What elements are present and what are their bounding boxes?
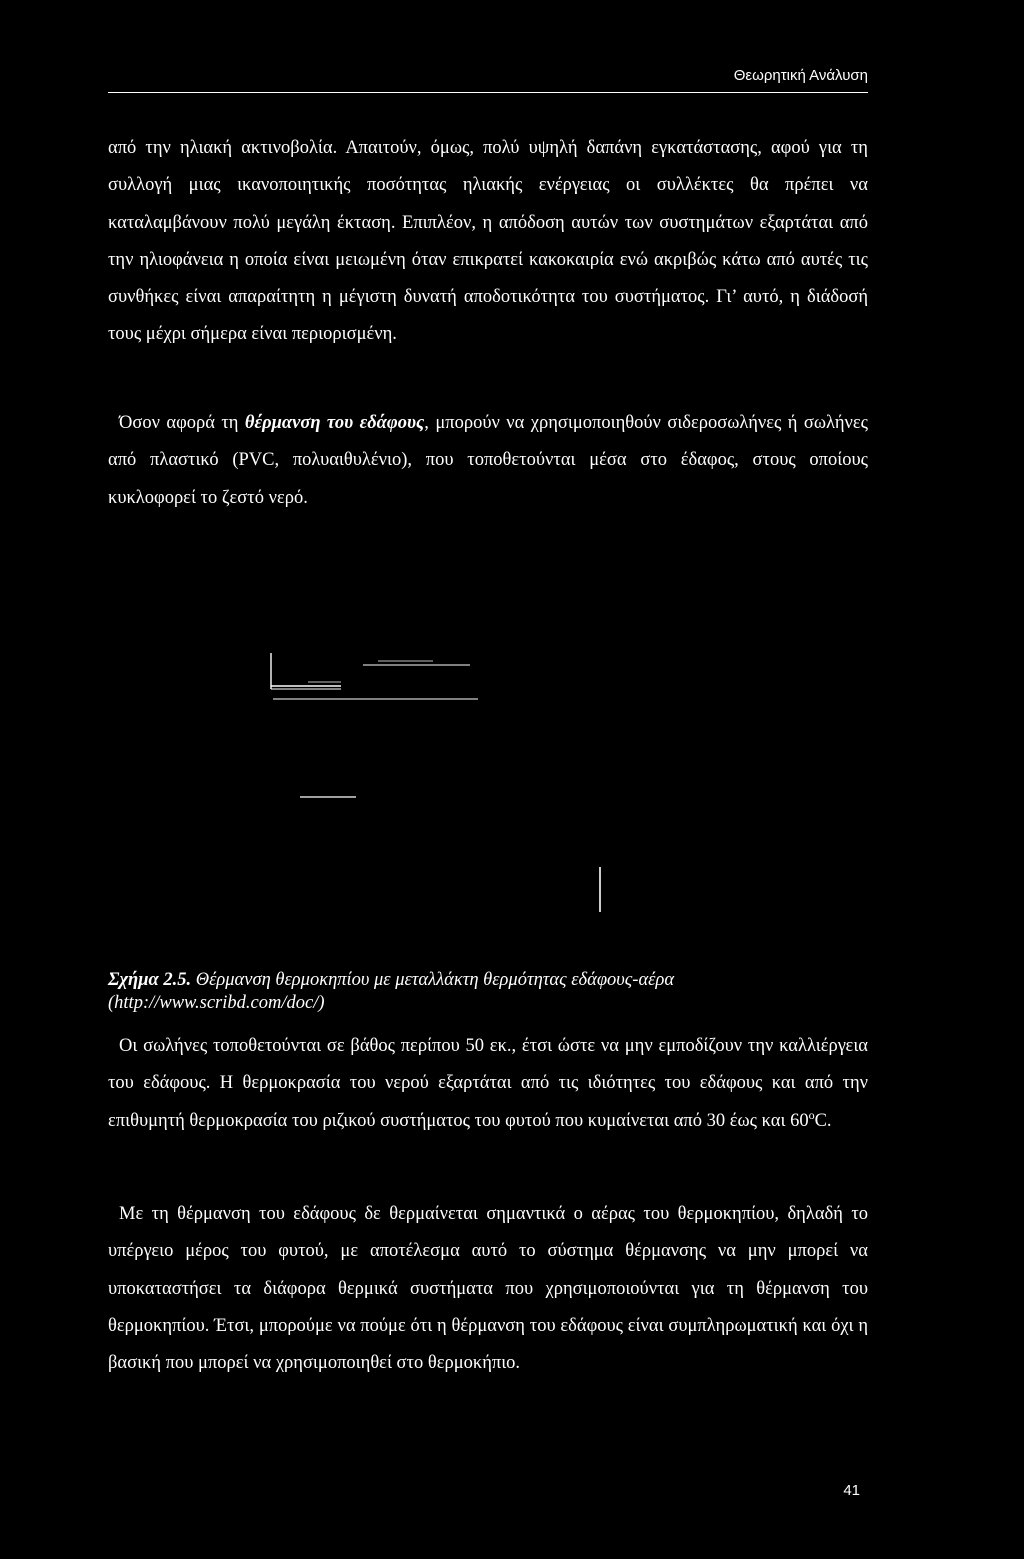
paragraph-soil-heating-lead: Όσον αφορά τη bbox=[119, 413, 245, 433]
degree-sign: ο bbox=[808, 1107, 815, 1122]
figure-line-fragments bbox=[271, 653, 600, 912]
running-title: Θεωρητική Ανάλυση bbox=[733, 67, 868, 84]
paragraph-pipe-depth-body: Οι σωλήνες τοποθετούνται σε βάθος περίπου 50 εκ., έτσι ώστε να μην εμποδίζουν την καλλιέργεια του εδάφους. Η θερμοκρασία του νερού εξαρτάται από τις ιδιότητες του εδάφους και από την επιθυμητή θερμοκρασία του ριζικού συστήματος του φυτού που κυμαίνεται από 30 έως και 60 bbox=[108, 1036, 868, 1131]
figure-drawing bbox=[108, 560, 868, 960]
paragraph-soil-heating-intro bbox=[108, 405, 868, 517]
paragraph-solar-collectors: από την ηλιακή ακτινοβολία. Απαιτούν, όμως, πολύ υψηλή δαπάνη εγκατάστασης, αφού για τη συλλογή μιας ικανοποιητικής ποσότητας ηλιακής ενέργειας οι συλλέκτες θα πρέπει να καταλαμβάνουν πολύ μεγάλη έκταση. Επιπλέον, η απόδοση αυτών των συστημάτων εξαρτάται από την ηλιοφάνεια η οποία είναι μειωμένη όταν επικρατεί κακοκαιρία ενώ ακριβώς κάτω από αυτές τις συνθήκες είναι απαραίτητη η μέγιστη δυνατή αποδοτικότητα του συστήματος. Γι’ αυτό, η διάδοσή τους μέχρι σήμερα είναι περιορισμένη. bbox=[108, 138, 868, 345]
paragraph-pipe-depth-unit: C. bbox=[814, 1110, 832, 1131]
figure-caption-label: Σχήμα 2.5. bbox=[108, 970, 192, 990]
soil-heating-term: θέρμανση του εδάφους bbox=[244, 413, 425, 433]
paragraph-air-heating: Με τη θέρμανση του εδάφους δε θερμαίνεται σημαντικά ο αέρας του θερμοκηπίου, δηλαδή το υπέργειο μέρος του φυτού, με αποτέλεσμα αυτό το σύστημα θέρμανσης να μην μπορεί να υποκαταστήσει τα διάφορα θερμικά συστήματα που χρησιμοποιούνται για τη θέρμανση του θερμοκηπίου. Έτσι, μπορούμε να πούμε ότι η θέρμανση του εδάφους είναι συμπληρωματική και όχι η βασική που μπορεί να χρησιμοποιηθεί στο θερμοκήπιο. bbox=[108, 1204, 868, 1374]
running-header bbox=[108, 66, 868, 93]
figure-soil-air-heat-exchanger bbox=[108, 560, 868, 960]
figure-caption-text: Θέρμανση θερμοκηπίου με μεταλλάκτη θερμότητας εδάφους-αέρα (http://www.scribd.com/doc/) bbox=[108, 970, 675, 1013]
paragraph-pipe-depth bbox=[108, 1028, 868, 1140]
page-number: 41 bbox=[843, 1482, 860, 1499]
figure-caption bbox=[108, 969, 868, 1015]
paragraph-soil-heating-rest: , μπορούν να χρησιμοποιηθούν σιδεροσωλήνες ή σωλήνες από πλαστικό (PVC, πολυαιθυλένιο), που τοποθετούνται μέσα στο έδαφος, στους οποίους κυκλοφορεί το ζεστό νερό. bbox=[108, 413, 868, 508]
